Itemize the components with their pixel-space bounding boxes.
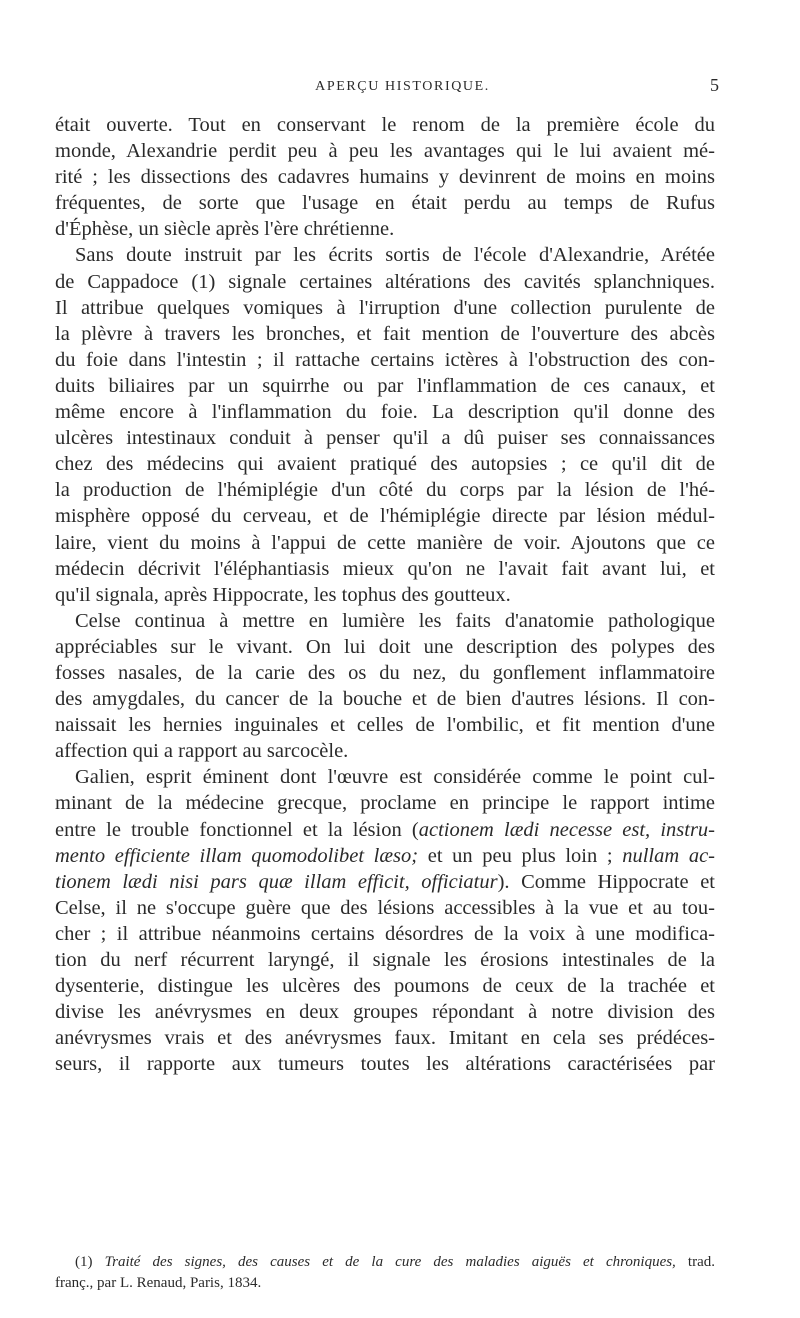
footnote-line [55, 1252, 715, 1273]
text-segment: Il attribue quelques vomiques à l'irruption d'une collection purulente de [55, 296, 715, 319]
text-segment: duits biliaires par un squirrhe ou par l'inflammation de ces canaux, et [55, 374, 715, 397]
italic-segment: tionem lædi nisi pars quæ illam efficit, officiatur [55, 870, 498, 893]
text-line [55, 373, 715, 399]
text-segment: anévrysmes vrais et des anévrysmes faux. Imitant en cela ses prédéces- [55, 1027, 715, 1050]
text-line [55, 556, 715, 582]
italic-segment: Traité des signes, des causes et de la cure des maladies aiguës et chroniques, [104, 1254, 676, 1270]
text-line [55, 347, 715, 373]
text-line [55, 530, 715, 556]
text-line [55, 973, 715, 999]
text-segment: monde, Alexandrie perdit peu à peu les avantages qui le lui avaient mé- [55, 140, 715, 163]
text-segment: cher ; il attribue néanmoins certains désordres de la voix à une modifica- [55, 922, 715, 945]
text-line [55, 764, 715, 790]
text-segment: Celse, il ne s'occupe guère que des lésions accessibles à la vue et au tou- [55, 896, 715, 919]
text-line [55, 999, 715, 1025]
text-segment: qu'il signala, après Hippocrate, les tophus des goutteux. [55, 583, 511, 606]
text-line [55, 712, 715, 738]
text-segment: Celse continua à mettre en lumière les faits d'anatomie pathologique [75, 609, 715, 632]
text-line [55, 790, 715, 816]
running-title: APERÇU HISTORIQUE. [315, 79, 490, 94]
text-line [55, 399, 715, 425]
text-line [55, 843, 715, 869]
text-segment: de Cappadoce (1) signale certaines altérations des cavités splanchniques. [55, 270, 715, 293]
text-line [55, 295, 715, 321]
text-segment: même encore à l'inflammation du foie. La description qu'il donne des [55, 401, 715, 424]
text-line [55, 660, 715, 686]
text-segment: (1) [75, 1254, 105, 1270]
text-segment: du foie dans l'intestin ; il rattache certains ictères à l'obstruction des con- [55, 348, 715, 371]
text-segment: trad. [675, 1254, 715, 1270]
text-line [55, 269, 715, 295]
text-segment: divise les anévrysmes en deux groupes répondant à notre division des [55, 1001, 715, 1024]
text-line [55, 634, 715, 660]
text-line [55, 164, 715, 190]
text-line [55, 216, 715, 242]
text-line [55, 817, 715, 843]
footnote [55, 1252, 715, 1294]
text-line [55, 921, 715, 947]
text-segment: la plèvre à travers les bronches, et fait mention de l'ouverture des abcès [55, 322, 715, 345]
text-segment: Sans doute instruit par les écrits sortis de l'école d'Alexandrie, Arétée [75, 244, 715, 267]
text-line [55, 477, 715, 503]
text-line [55, 582, 715, 608]
page-number: 5 [710, 75, 719, 95]
text-segment: et un peu plus loin ; [418, 844, 623, 867]
text-segment: Galien, esprit éminent dont l'œuvre est considérée comme le point cul- [75, 766, 715, 789]
body-text [55, 112, 715, 1077]
text-line [55, 242, 715, 268]
text-line [55, 190, 715, 216]
italic-segment: actionem lædi necesse est, instru- [418, 818, 715, 841]
text-segment: misphère opposé du cerveau, et de l'hémiplégie directe par lésion médul- [55, 505, 715, 528]
text-segment: laire, vient du moins à l'appui de cette manière de voir. Ajoutons que ce [55, 531, 715, 554]
text-segment: appréciables sur le vivant. On lui doit une description des polypes des [55, 635, 715, 658]
text-line [55, 1025, 715, 1051]
italic-segment: nullam ac- [622, 844, 715, 867]
text-line [55, 138, 715, 164]
text-line [55, 1051, 715, 1077]
text-line [55, 321, 715, 347]
text-segment: minant de la médecine grecque, proclame en principe le rapport intime [55, 792, 715, 815]
running-head [90, 75, 719, 98]
text-segment: naissait les hernies inguinales et celles de l'ombilic, et fit mention d'une [55, 714, 715, 737]
text-segment: était ouverte. Tout en conservant le renom de la première école du [55, 114, 715, 136]
text-line [55, 869, 715, 895]
text-line [55, 608, 715, 634]
text-segment: entre le trouble fonctionnel et la lésion ( [55, 818, 419, 841]
italic-segment: mento efficiente illam quomodolibet læso; [55, 844, 419, 867]
text-line [55, 895, 715, 921]
text-line [55, 451, 715, 477]
text-segment: franç., par L. Renaud, Paris, 1834. [55, 1275, 262, 1291]
text-segment: affection qui a rapport au sarcocèle. [55, 740, 349, 763]
text-segment: fréquentes, de sorte que l'usage en était perdu au temps de Rufus [55, 192, 715, 215]
text-segment: fosses nasales, de la carie des os du nez, du gonflement inflammatoire [55, 661, 715, 684]
text-line [55, 425, 715, 451]
text-segment: des amygdales, du cancer de la bouche et de bien d'autres lésions. Il con- [55, 688, 715, 711]
text-segment: médecin décrivit l'éléphantiasis mieux qu'on ne l'avait fait avant lui, et [55, 557, 715, 580]
text-segment: la production de l'hémiplégie d'un côté du corps par la lésion de l'hé- [55, 479, 715, 502]
text-line [55, 947, 715, 973]
text-line [55, 503, 715, 529]
text-line [55, 112, 715, 138]
text-segment: rité ; les dissections des cadavres humains y devinrent de moins en moins [55, 166, 715, 189]
text-segment: seurs, il rapporte aux tumeurs toutes les altérations caractérisées par [55, 1053, 715, 1076]
text-segment: tion du nerf récurrent laryngé, il signale les érosions intestinales de la [55, 949, 715, 971]
text-segment: d'Éphèse, un siècle après l'ère chrétienne. [55, 218, 395, 241]
text-segment: chez des médecins qui avaient pratiqué des autopsies ; ce qu'il dit de [55, 453, 715, 476]
text-line [55, 686, 715, 712]
footnote-line [55, 1273, 715, 1294]
text-segment: ). Comme Hippocrate et [497, 870, 715, 893]
text-line [55, 738, 715, 764]
text-segment: ulcères intestinaux conduit à penser qu'il a dû puiser ses connaissances [55, 427, 715, 450]
text-segment: dysenterie, distingue les ulcères des poumons de ceux de la trachée et [55, 975, 715, 998]
